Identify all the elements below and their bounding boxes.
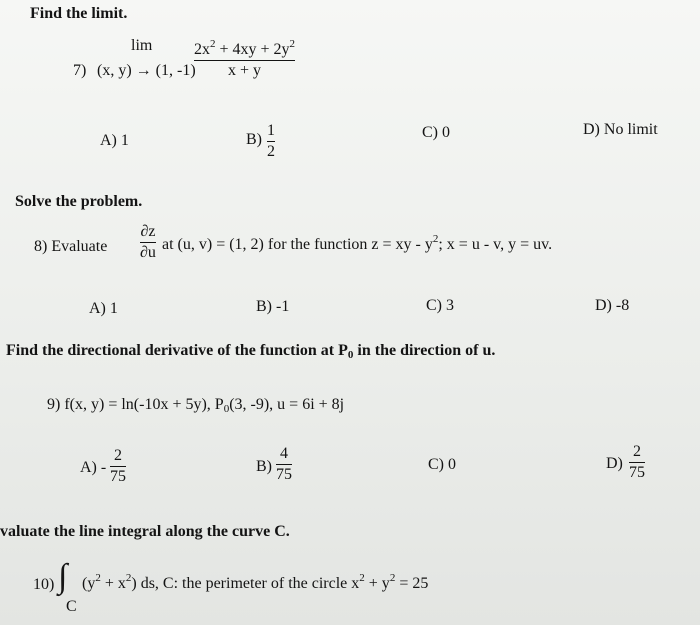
section-heading-limit: Find the limit. [30, 5, 128, 22]
q9-choice-d-label: D) [606, 455, 623, 472]
q7-number: 7) [73, 62, 87, 79]
q7-choice-b-fraction: 1 2 [267, 122, 275, 160]
q9-choice-c: C) 0 [428, 456, 456, 473]
q7-choice-c: C) 0 [422, 124, 450, 141]
fraction-bar [194, 60, 295, 61]
q10-number: 10) [33, 576, 55, 593]
section-heading-directional: Find the directional derivative of the function at $P_0$ in the direction of u. [6, 342, 496, 361]
q9-choice-b-label: B) [256, 458, 272, 475]
q9-choice-d-fraction: 2 75 [629, 443, 645, 481]
q9-text: 9) f(x, y) = ln(-10x + 5y), $P_0(3$, -9), u = 6i + 8j [47, 396, 345, 415]
q7-choice-d: D) No limit [583, 121, 658, 138]
q7-fraction [194, 38, 296, 79]
q8-choice-d: D) -8 [595, 297, 630, 314]
q8-choice-c: C) 3 [426, 297, 454, 314]
q7-choice-b-label: B) [246, 131, 262, 148]
q7-choice-a: A) 1 [100, 132, 129, 149]
q7-denominator: x + y [228, 62, 262, 79]
q9-choice-b-fraction: 4 75 [276, 445, 292, 483]
section-heading-solve: Solve the problem. [15, 193, 143, 210]
q8-choice-b: B) -1 [256, 298, 290, 315]
lim-approach: (x, y) → (1, -1) [97, 62, 196, 79]
q8-choice-a: A) 1 [89, 300, 118, 317]
q9-choice-a-label: A) - [80, 459, 107, 476]
q8-text-pre: 8) Evaluate [34, 238, 108, 255]
section-heading-line-integral: valuate the line integral along the curve C. [0, 523, 290, 540]
integral-symbol: ∫ [58, 558, 68, 595]
q8-text-post: at (u, v) = (1, 2) for the function z = xy - $y^2$; x = u - v, y = uv. [162, 233, 553, 253]
integral-subscript-c: C [66, 598, 77, 615]
q9-choice-a-fraction: 2 75 [110, 447, 126, 485]
q7-numerator: $2x^2 + 4xy + 2y^2$ [194, 38, 296, 58]
lim-word: lim [131, 37, 153, 54]
q8-partial-derivative: ∂z ∂u [140, 223, 156, 261]
q10-text: $(y^2 + x^2)$ ds, C: the perimeter of the circle $x^2 + y^2 = 25$ [82, 572, 429, 592]
